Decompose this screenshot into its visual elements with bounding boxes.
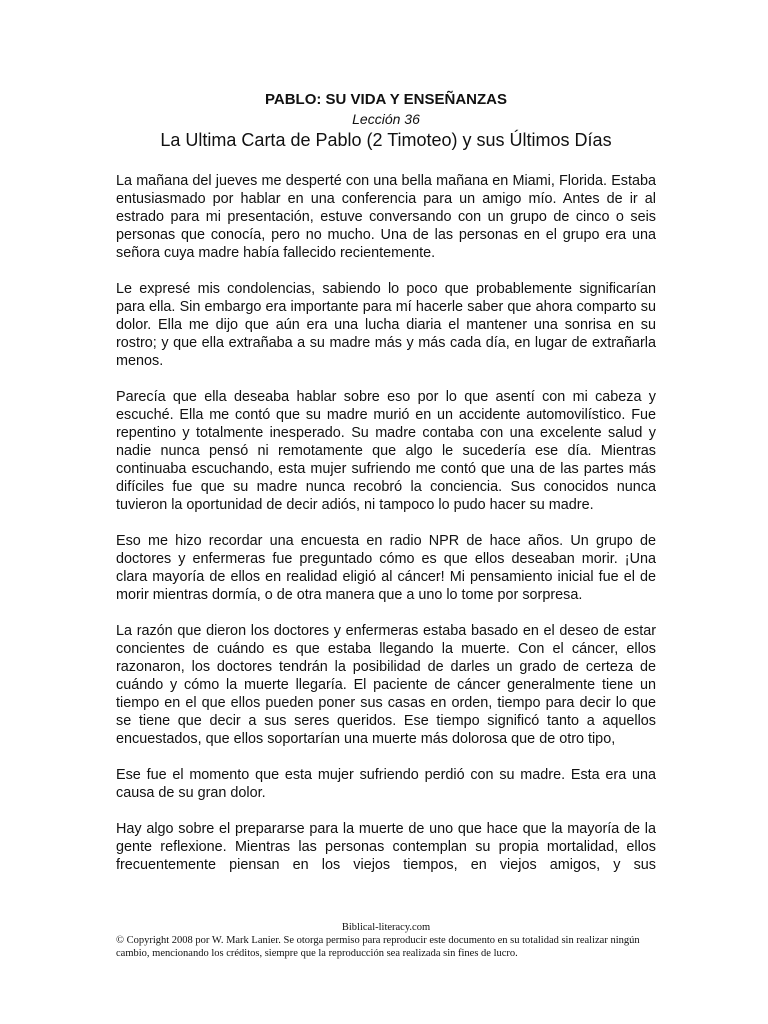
paragraph: Eso me hizo recordar una encuesta en radio NPR de hace años. Un grupo de doctores y enfermeras fue preguntado cómo es que ellos deseaban morir. ¡Una clara mayoría de ellos en realidad eligió al cáncer! Mi pensamiento inicial fue el de morir mientras dormía, o de otra manera que a uno lo tome por sorpresa. (116, 533, 656, 603)
footer-copyright: © Copyright 2008 por W. Mark Lanier. Se otorga permiso para reproducir este documento en su totalidad sin realizar ningún cambio, mencionando los créditos, siempre que la reproducción sea realizada sin fines de lucro. (116, 935, 640, 959)
document-page (116, 90, 656, 874)
document-body (116, 172, 656, 874)
paragraph: Parecía que ella deseaba hablar sobre eso por lo que asentí con mi cabeza y escuché. Ella me contó que su madre murió en un accidente automovilístico. Fue repentino y totalmente inesperado. Su madre contaba con una excelente salud y nadie nunca pensó ni remotamente que algo le sucedería ese día. Mientras continuaba escuchando, esta mujer sufriendo me contó que una de las partes más difíciles fue que su madre nunca recobró la conciencia. Sus conocidos nunca tuvieron la oportunidad de decir adiós, ni tampoco lo pudo hacer su madre. (116, 389, 656, 513)
paragraph: La mañana del jueves me desperté con una bella mañana en Miami, Florida. Estaba entusiasmado por hablar en una conferencia para un amigo mío. Antes de ir al estrado para mi presentación, estuve conversando con un grupo de cinco o seis personas que conocía, pero no mucho. Una de las personas en el grupo era una señora cuya madre había fallecido recientemente. (116, 173, 656, 261)
paragraph: Hay algo sobre el prepararse para la muerte de uno que hace que la mayoría de la gente reflexione. Mientras las personas contemplan su propia mortalidad, ellos frecuentemente piensan en los viejos tiempos, en viejos amigos, y sus (116, 821, 656, 873)
paragraph: Ese fue el momento que esta mujer sufriendo perdió con su madre. Esta era una causa de su gran dolor. (116, 767, 656, 801)
lesson-number: Lección 36 (352, 111, 420, 127)
page-footer (116, 921, 656, 960)
document-title: PABLO: SU VIDA Y ENSEÑANZAS (265, 91, 507, 108)
paragraph: La razón que dieron los doctores y enfermeras estaba basado en el deseo de estar concientes de cuándo es que estaba llegando la muerte. Con el cáncer, ellos razonaron, los doctores tendrán la posibilidad de darles un grado de certeza de cuándo y cómo la muerte llegaría. El paciente de cáncer generalmente tiene un tiempo en el que ellos pueden poner sus casas en orden, tiempo para decir lo que se tiene que decir a sus seres queridos. Ese tiempo significó tanto a aquellos encuestados, que ellos soportarían una muerte más dolorosa que de otro tipo, (116, 623, 656, 747)
paragraph: Le expresé mis condolencias, sabiendo lo poco que probablemente significarían para ella. Sin embargo era importante para mí hacerle saber que ahora comparto su dolor. Ella me dijo que aún era una lucha diaria el mantener una sonrisa en su rostro; y que ella extrañaba a su madre más y más cada día, en lugar de extrañarla menos. (116, 281, 656, 369)
footer-website: Biblical-literacy.com (341, 922, 431, 933)
lesson-subtitle: La Ultima Carta de Pablo (2 Timoteo) y sus Últimos Días (160, 130, 612, 150)
